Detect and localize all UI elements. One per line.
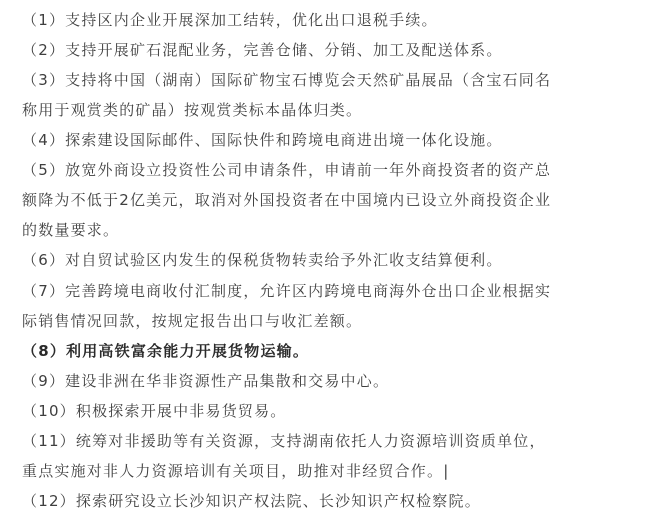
item-9-line-1: （9）建设非洲在华非资源性产品集散和交易中心。 bbox=[22, 372, 390, 390]
item-5-line-3: 的数量要求。 bbox=[22, 221, 120, 239]
item-6-line-1: （6）对自贸试验区内发生的保税货物转卖给予外汇收支结算便利。 bbox=[22, 251, 503, 269]
item-1-line-1: （1）支持区内企业开展深加工结转，优化出口退税手续。 bbox=[22, 11, 438, 29]
item-5-line-1: （5）放宽外商设立投资性公司申请条件，申请前一年外商投资者的资产总 bbox=[22, 161, 552, 179]
item-8-line-1: （8）利用高铁富余能力开展货物运输。 bbox=[22, 342, 310, 360]
item-7-line-2: 际销售情况回款，按规定报告出口与收汇差额。 bbox=[22, 312, 363, 330]
item-3-line-2: 称用于观赏类的矿晶）按观赏类标本晶体归类。 bbox=[22, 101, 363, 119]
item-7-line-1: （7）完善跨境电商收付汇制度，允许区内跨境电商海外仓出口企业根据实 bbox=[22, 282, 552, 300]
item-11-line-2: 重点实施对非人力资源培训有关项目，助推对非经贸合作。| bbox=[22, 462, 450, 480]
item-4-line-1: （4）探索建设国际邮件、国际快件和跨境电商进出境一体化设施。 bbox=[22, 131, 503, 149]
item-12-line-1: （12）探索研究设立长沙知识产权法院、长沙知识产权检察院。 bbox=[22, 492, 481, 510]
item-10-line-1: （10）积极探索开展中非易货贸易。 bbox=[22, 402, 287, 420]
item-3-line-1: （3）支持将中国（湖南）国际矿物宝石博览会天然矿晶展品（含宝石同名 bbox=[22, 71, 552, 89]
item-2-line-1: （2）支持开展矿石混配业务，完善仓储、分销、加工及配送体系。 bbox=[22, 41, 503, 59]
item-11-line-1: （11）统筹对非援助等有关资源，支持湖南依托人力资源培训资质单位， bbox=[22, 432, 546, 450]
item-5-line-2: 额降为不低于2亿美元，取消对外国投资者在中国境内已设立外商投资企业 bbox=[22, 191, 552, 209]
